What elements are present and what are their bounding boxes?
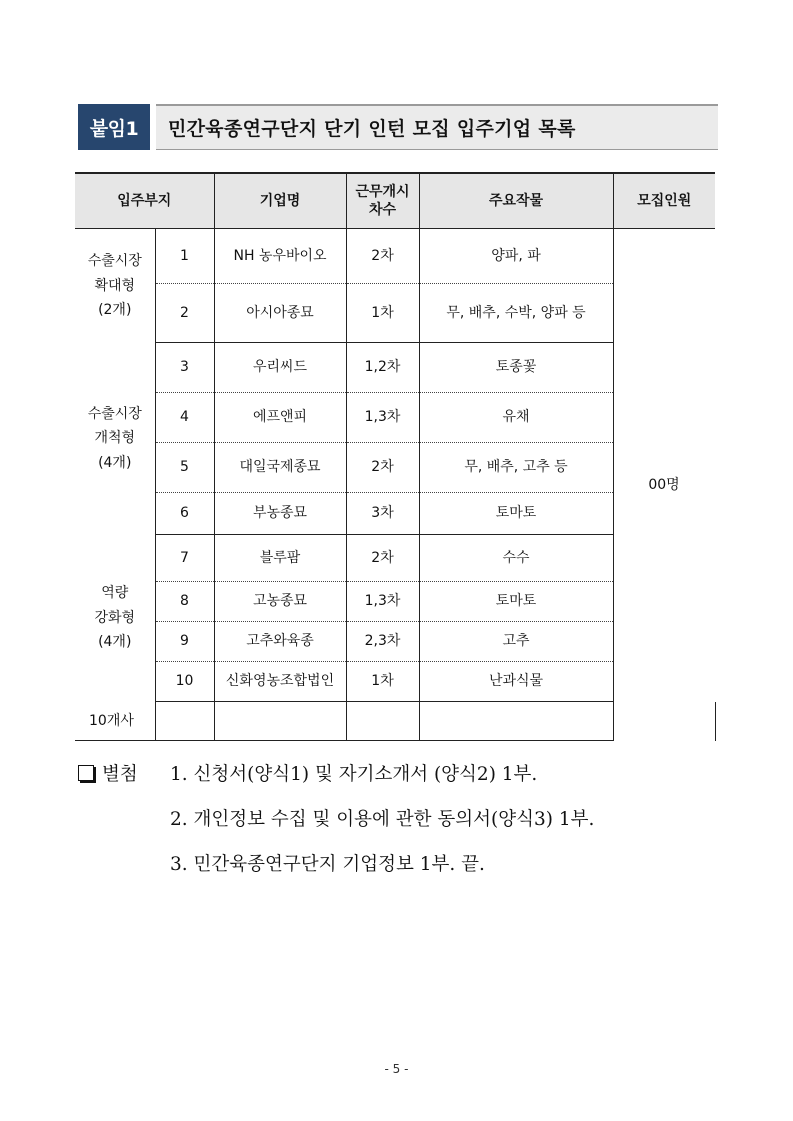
start-round: 2차 xyxy=(346,443,419,493)
main-crops: 무, 배추, 수박, 양파 등 xyxy=(419,284,613,343)
summary-label: 10개사 xyxy=(75,702,155,741)
main-crops: 난과식물 xyxy=(419,662,613,702)
attachment-item: 2. 개인정보 수집 및 이용에 관한 동의서(양식3) 1부. xyxy=(170,809,595,830)
header-start-round xyxy=(346,173,419,229)
group-label-capacity xyxy=(75,535,155,702)
start-round: 1,3차 xyxy=(346,582,419,622)
company-name: 대일국제종묘 xyxy=(214,443,346,493)
table-row xyxy=(75,229,715,284)
group-label-export-pioneer xyxy=(75,343,155,535)
recruit-count: 00명 xyxy=(613,229,715,741)
group-label-line: (4개) xyxy=(98,634,132,651)
start-round: 1차 xyxy=(346,662,419,702)
start-round: 3차 xyxy=(346,493,419,535)
checkbox-icon xyxy=(78,765,94,781)
header-start-line2: 차수 xyxy=(368,202,397,218)
attachment-item: 3. 민간육종연구단지 기업정보 1부. 끝. xyxy=(170,854,485,875)
company-name: 고추와육종 xyxy=(214,622,346,662)
group-label-line: 역량 xyxy=(101,585,129,602)
summary-empty xyxy=(214,702,346,741)
attachment-item: 1. 신청서(양식1) 및 자기소개서 (양식2) 1부. xyxy=(170,764,538,785)
header-site: 입주부지 xyxy=(75,173,214,229)
company-name: 우리씨드 xyxy=(214,343,346,393)
start-round: 2차 xyxy=(346,229,419,284)
group-label-line: 수출시장 xyxy=(87,405,142,422)
group-label-line: (2개) xyxy=(98,302,132,318)
main-crops: 유채 xyxy=(419,393,613,443)
start-round: 1,2차 xyxy=(346,343,419,393)
row-number: 5 xyxy=(155,443,214,493)
attachments-label: 별첨 xyxy=(102,764,138,785)
table-header-row xyxy=(75,173,715,229)
company-table xyxy=(75,172,715,741)
row-number: 7 xyxy=(155,535,214,582)
title-bar xyxy=(78,104,718,150)
company-name: 신화영농조합법인 xyxy=(214,662,346,702)
main-crops: 양파, 파 xyxy=(419,229,613,284)
summary-empty xyxy=(419,702,613,741)
group-label-line: 확대형 xyxy=(94,277,136,294)
main-crops: 수수 xyxy=(419,535,613,582)
row-number: 9 xyxy=(155,622,214,662)
row-number: 2 xyxy=(155,284,214,343)
title-badge: 붙임1 xyxy=(78,104,150,150)
start-round: 1,3차 xyxy=(346,393,419,443)
main-crops: 무, 배추, 고추 등 xyxy=(419,443,613,493)
row-number: 4 xyxy=(155,393,214,443)
header-recruit: 모집인원 xyxy=(613,173,715,229)
start-round: 2차 xyxy=(346,535,419,582)
attachment-row-1 xyxy=(78,760,138,786)
company-name: 블루팜 xyxy=(214,535,346,582)
company-name: 아시아종묘 xyxy=(214,284,346,343)
company-name: 부농종묘 xyxy=(214,493,346,535)
start-round: 1차 xyxy=(346,284,419,343)
header-company: 기업명 xyxy=(214,173,346,229)
summary-empty xyxy=(155,702,214,741)
group-label-line: 강화형 xyxy=(94,609,136,626)
page-number: - 5 - xyxy=(384,1062,409,1076)
summary-empty xyxy=(346,702,419,741)
row-number: 6 xyxy=(155,493,214,535)
group-label-line: (4개) xyxy=(98,454,132,471)
company-name: 에프앤피 xyxy=(214,393,346,443)
group-label-line: 개척형 xyxy=(94,430,136,447)
row-number: 1 xyxy=(155,229,214,284)
main-crops: 토마토 xyxy=(419,493,613,535)
company-name: NH 농우바이오 xyxy=(214,229,346,284)
main-crops: 토종꽃 xyxy=(419,343,613,393)
row-number: 8 xyxy=(155,582,214,622)
page-title: 민간육종연구단지 단기 인턴 모집 입주기업 목록 xyxy=(156,104,718,150)
group-label-export-expansion xyxy=(75,229,155,343)
header-start-line1: 근무개시 xyxy=(355,183,410,200)
row-number: 10 xyxy=(155,662,214,702)
header-crops: 주요작물 xyxy=(419,173,613,229)
start-round: 2,3차 xyxy=(346,622,419,662)
group-label-line: 수출시장 xyxy=(87,253,142,269)
company-name: 고농종묘 xyxy=(214,582,346,622)
main-crops: 고추 xyxy=(419,622,613,662)
main-crops: 토마토 xyxy=(419,582,613,622)
row-number: 3 xyxy=(155,343,214,393)
